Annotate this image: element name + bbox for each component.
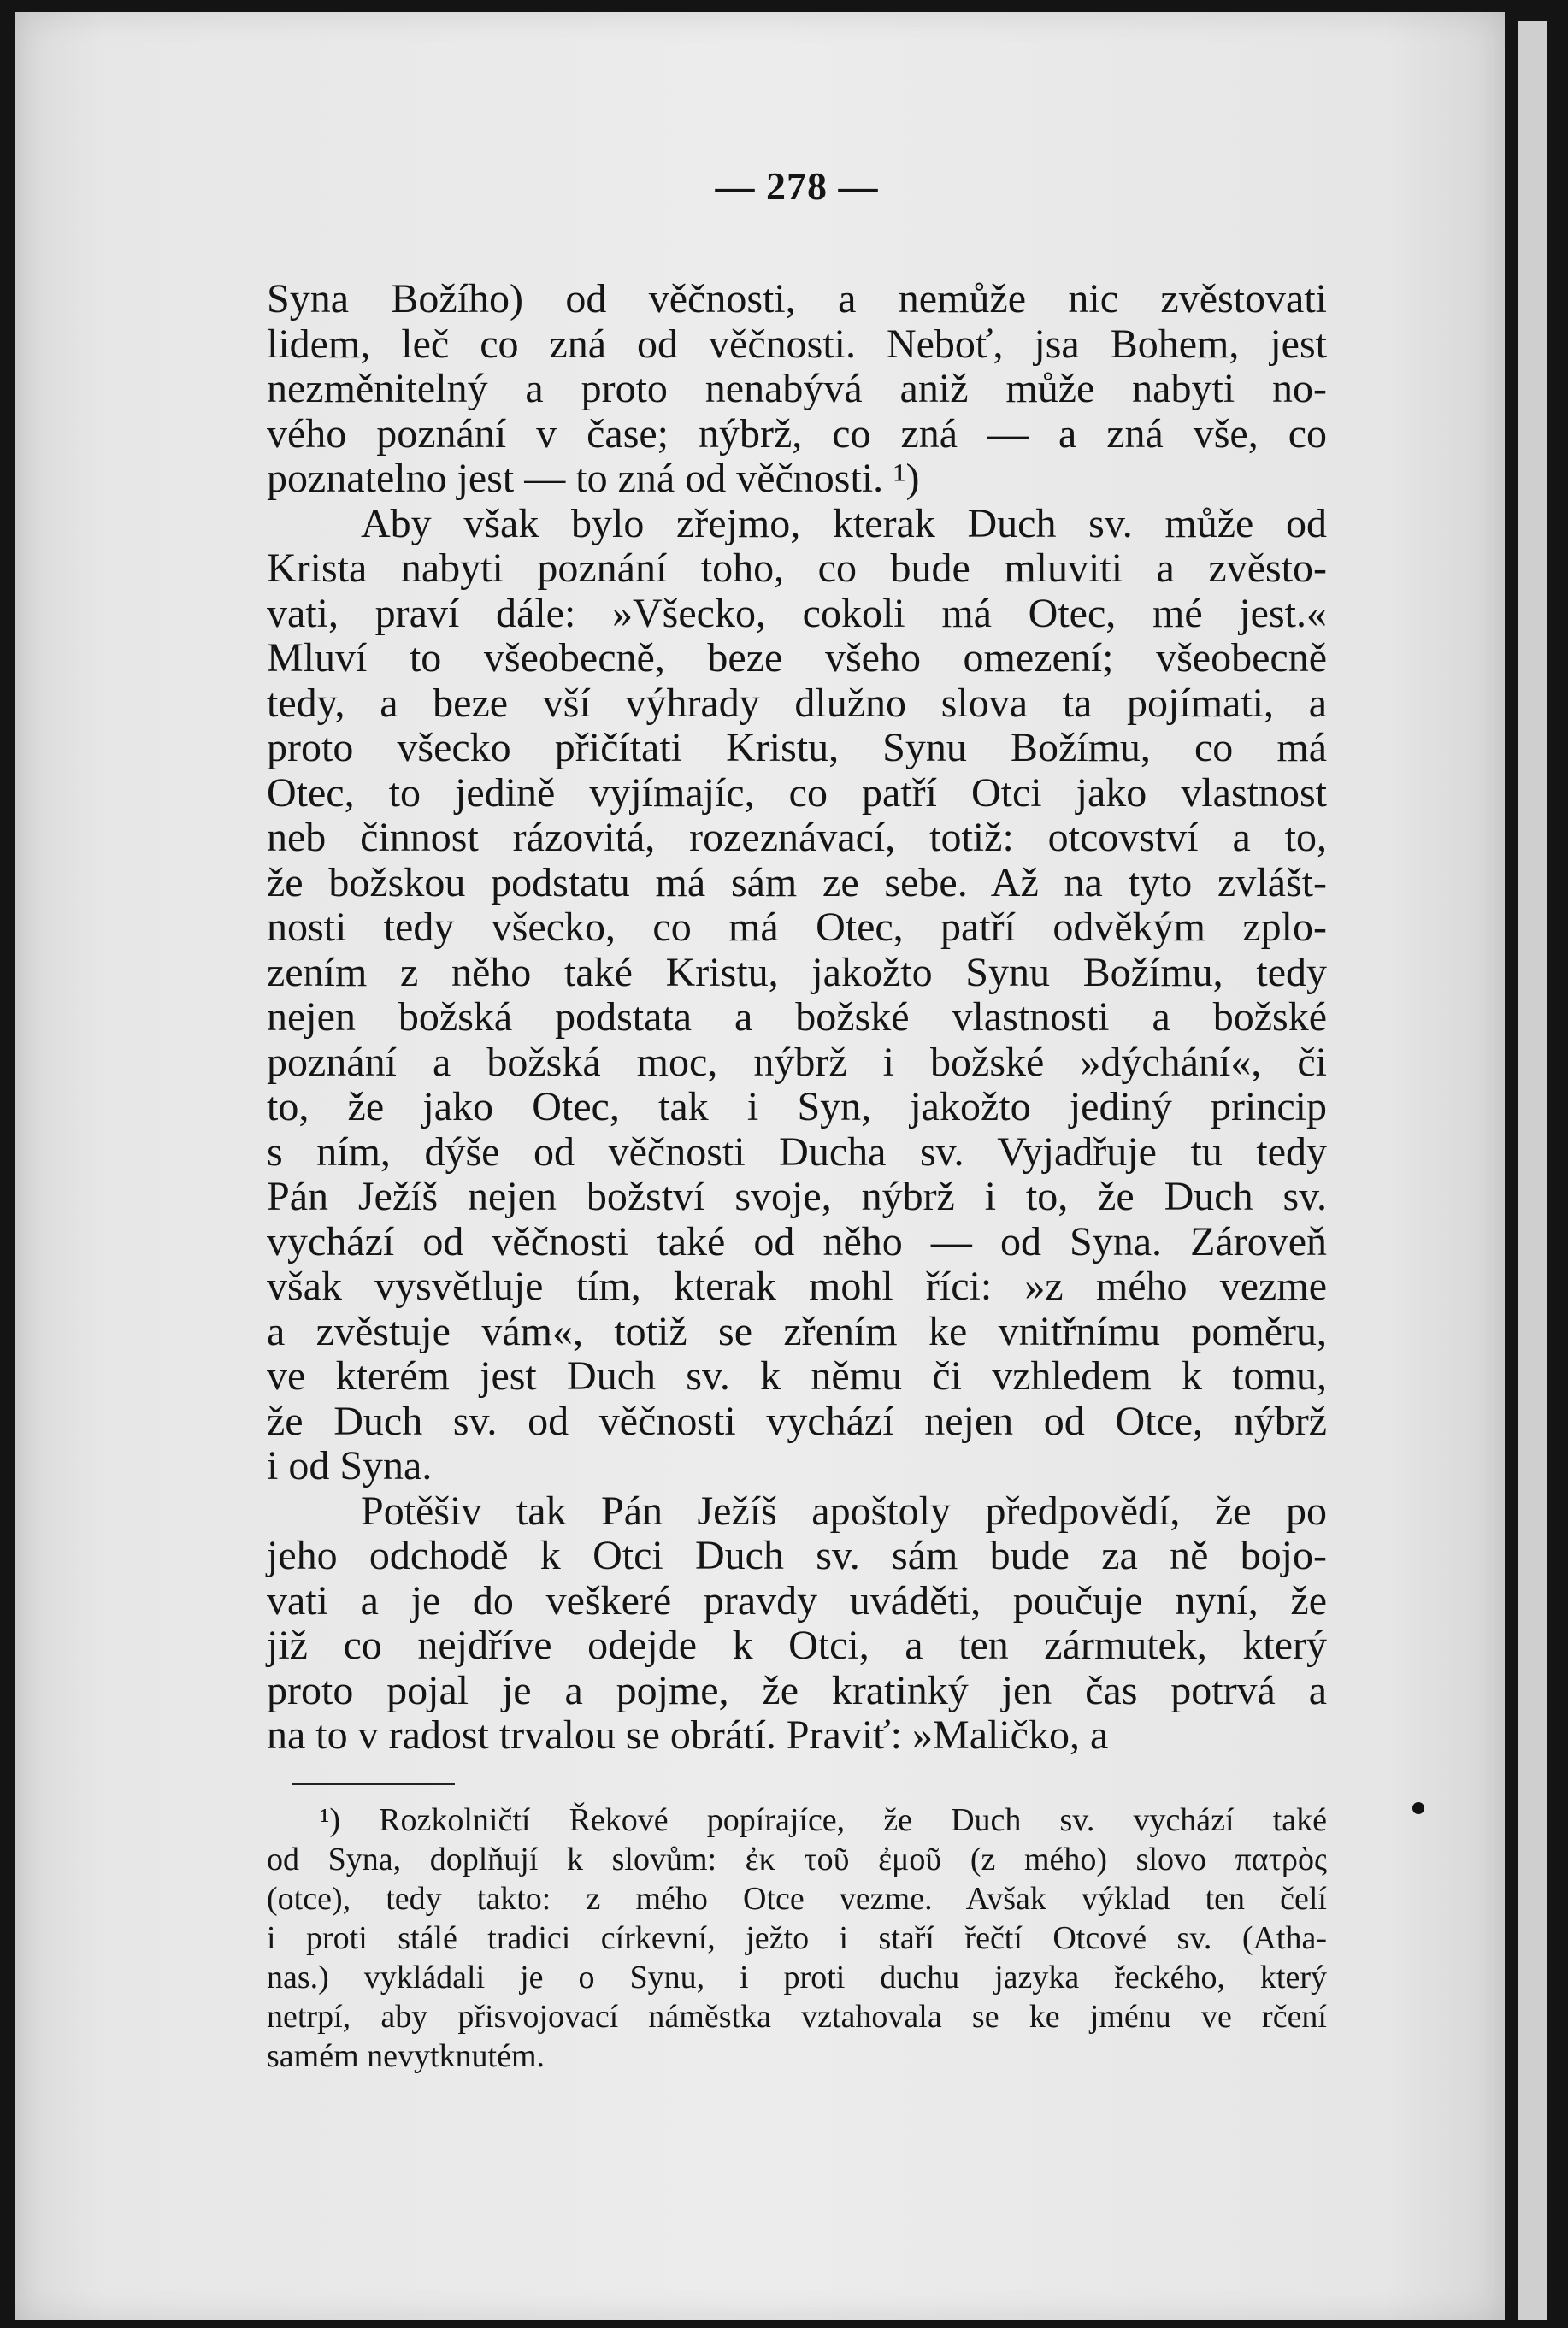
paragraph: [267, 502, 1327, 1489]
text-line: nejen božská podstata a božské vlastnosti a božské: [267, 994, 1327, 1040]
footnote-line: (otce), tedy takto: z mého Otce vezme. Avšak výklad ten čelí: [267, 1880, 1327, 1917]
footnote-line: nas.) vykládali je o Synu, i proti duchu jazyka řeckého, který: [267, 1959, 1327, 1995]
text-line: nosti tedy všecko, co má Otec, patří odvěkým zplo-: [267, 905, 1327, 950]
page-text-block: [267, 161, 1327, 2076]
footnote-line: od Syna, doplňují k slovům: ἐκ τοῦ ἐμοῦ (z mého) slovo πατρὸς: [267, 1841, 1327, 1877]
text-line: že božskou podstatu má sám ze sebe. Až na tyto zvlášt-: [267, 859, 1327, 905]
text-line: poznatelno jest — to zná od věčnosti. ¹): [267, 456, 920, 501]
text-line: na to v radost trvalou se obrátí. Praviť: »Maličko, a: [267, 1712, 1109, 1758]
footnote: [267, 1801, 1327, 2076]
text-line: Otec, to jedině vyjímajíc, co patří Otci jako vlastnost: [267, 769, 1327, 816]
text-line: vého poznání v čase; nýbrž, co zná — a zná vše, co: [267, 410, 1327, 457]
paragraph: [267, 277, 1327, 502]
text-line: to, že jako Otec, tak i Syn, jakožto jediný princip: [267, 1084, 1327, 1129]
text-line: tedy, a beze vší výhrady dlužno slova ta pojímati, a: [267, 680, 1327, 726]
text-line: Krista nabyti poznání toho, co bude mluviti a zvěsto-: [267, 545, 1327, 591]
text-line: že Duch sv. od věčnosti vychází nejen od Otce, nýbrž: [267, 1398, 1327, 1444]
text-line: Syna Božího) od věčnosti, a nemůže nic zvěstovati: [267, 276, 1327, 321]
text-line: lidem, leč co zná od věčnosti. Neboť, jsa Bohem, jest: [267, 321, 1327, 367]
text-line: Potěšiv tak Pán Ježíš apoštoly předpovědí, že po: [361, 1488, 1327, 1534]
text-line: poznání a božská moc, nýbrž i božské »dýchání«, či: [267, 1039, 1327, 1085]
text-line: neb činnost rázovitá, rozeznávací, totiž: otcovství a to,: [267, 815, 1327, 860]
text-line: i od Syna.: [267, 1443, 433, 1488]
page-speck: [1412, 1802, 1424, 1814]
adjacent-page-edge: [1518, 21, 1547, 2320]
footnote-line: netrpí, aby přisvojovací náměstka vztahovala se ke jménu ve rčení: [267, 1998, 1327, 2035]
text-line: Mluví to všeobecně, beze všeho omezení; všeobecně: [267, 635, 1327, 681]
page-number: — 278 —: [715, 164, 879, 208]
footnote-line: ¹) Rozkolničtí Řekové popírajíce, že Duch sv. vychází také: [320, 1801, 1327, 1838]
text-line: vychází od věčnosti také od něho — od Syna. Zároveň: [267, 1218, 1327, 1264]
text-line: jeho odchodě k Otci Duch sv. sám bude za ně bojo-: [267, 1533, 1327, 1578]
text-line: však vysvětluje tím, kterak mohl říci: »z mého vezme: [267, 1264, 1327, 1309]
text-line: proto všecko přičítati Kristu, Synu Božímu, co má: [267, 725, 1327, 770]
text-line: zením z něho také Kristu, jakožto Synu Božímu, tedy: [267, 949, 1327, 995]
text-line: vati, praví dále: »Všecko, cokoli má Otec, mé jest.«: [267, 590, 1327, 636]
body-text: [267, 277, 1327, 1759]
paragraph: [267, 1489, 1327, 1759]
footnote-separator: [292, 1783, 455, 1785]
text-line: již co nejdříve odejde k Otci, a ten zármutek, který: [267, 1623, 1327, 1668]
text-line: vati a je do veškeré pravdy uváděti, poučuje nyní, že: [267, 1577, 1327, 1624]
footnote-line: i proti stálé tradici církevní, ježto i staří řečtí Otcové sv. (Atha-: [267, 1919, 1327, 1956]
footnote-line: samém nevytknutém.: [267, 2037, 545, 2074]
text-line: ve kterém jest Duch sv. k němu či vzhledem k tomu,: [267, 1353, 1327, 1399]
text-line: Pán Ježíš nejen božství svoje, nýbrž i to, že Duch sv.: [267, 1174, 1327, 1219]
text-line: Aby však bylo zřejmo, kterak Duch sv. může od: [361, 500, 1327, 546]
text-line: nezměnitelný a proto nenabývá aniž může nabyti no-: [267, 366, 1327, 411]
text-line: a zvěstuje vám«, totiž se zřením ke vnitřnímu poměru,: [267, 1308, 1327, 1354]
text-line: s ním, dýše od věčnosti Ducha sv. Vyjadřuje tu tedy: [267, 1129, 1327, 1175]
text-line: proto pojal je a pojme, že kratinký jen čas potrvá a: [267, 1667, 1327, 1713]
